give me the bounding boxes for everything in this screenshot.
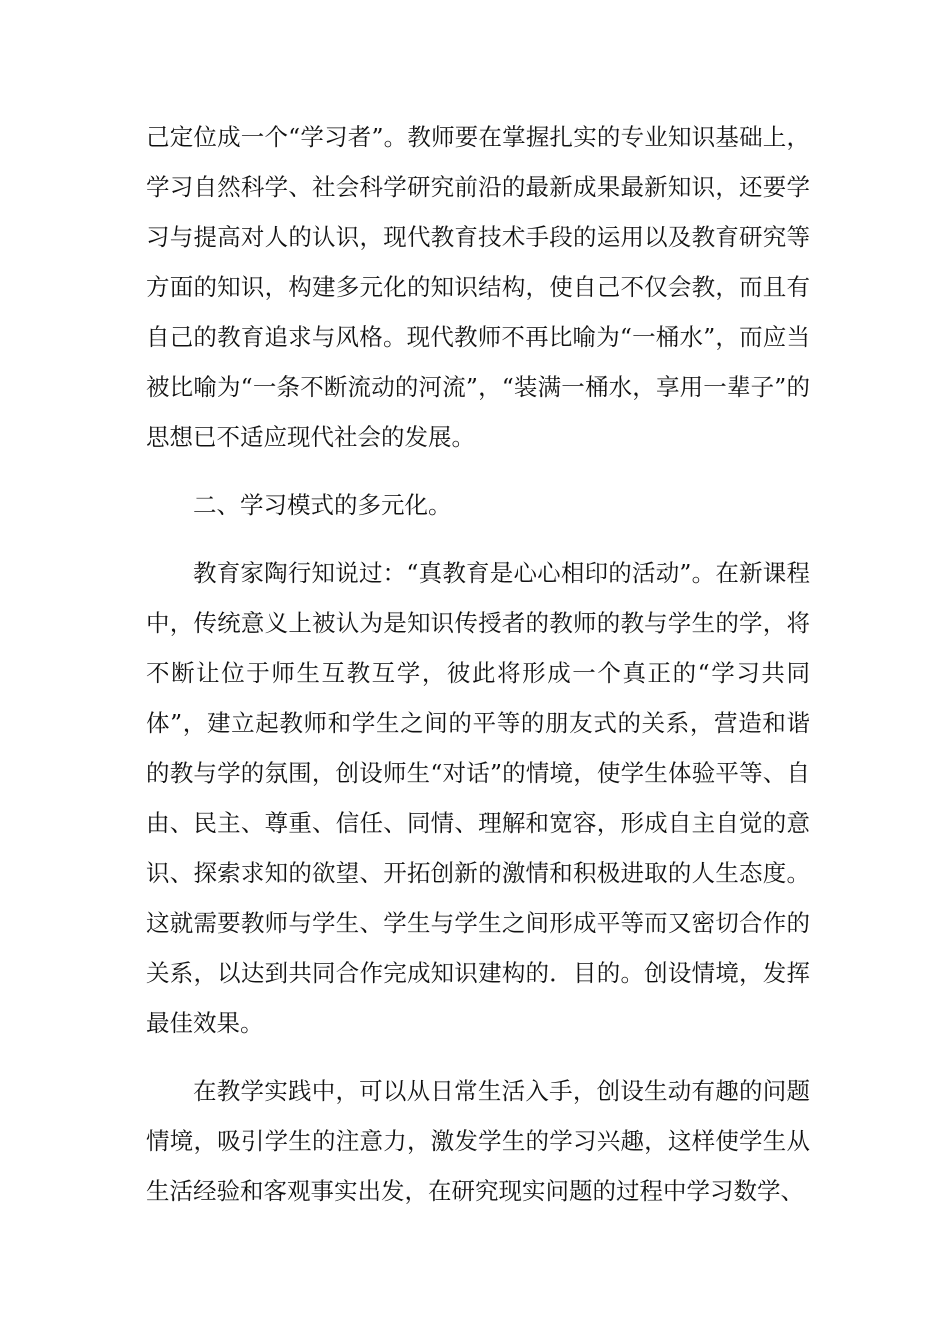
paragraph-tao-xingzhi: 教育家陶行知说过：“真教育是心心相印的活动”。在新课程中，传统意义上被认为是知识传授者的教师的教与学生的学，将不断让位于师生互教互学，彼此将形成一个真正的“学习共同体”，建立起教师和学生之间的平等的朋友式的关系，营造和谐的教与学的氛围，创设师生“对话”的情境，使学生体验平等、自由、民主、尊重、信任、同情、理解和宽容，形成自主自觉的意识、探索求知的欲望、开拓创新的激情和积极进取的人生态度。这就需要教师与学生、学生与学生之间形成平等而又密切合作的关系，以达到共同合作完成知识建构的．目的。创设情境，发挥最佳效果。 xyxy=(146,559,810,1037)
paragraph-continuation: 己定位成一个“学习者”。教师要在掌握扎实的专业知识基础上，学习自然科学、社会科学研究前沿的最新成果最新知识，还要学习与提高对人的认识，现代教育技术手段的运用以及教育研究等方面的知识，构建多元化的知识结构，使自己不仅会教，而且有自己的教育追求与风格。现代教师不再比喻为“一桶水”，而应当被比喻为“一条不断流动的河流”，“装满一桶水，享用一辈子”的思想已不适应现代社会的发展。 xyxy=(146,123,810,451)
section-heading-learning-mode: 二、学习模式的多元化。 xyxy=(193,491,452,519)
document-body xyxy=(146,112,810,1216)
paragraph-teaching-practice: 在教学实践中，可以从日常生活入手，创设生动有趣的问题情境，吸引学生的注意力，激发学生的学习兴趣，这样使学生从生活经验和客观事实出发，在研究现实问题的过程中学习数学、 xyxy=(146,1077,810,1205)
